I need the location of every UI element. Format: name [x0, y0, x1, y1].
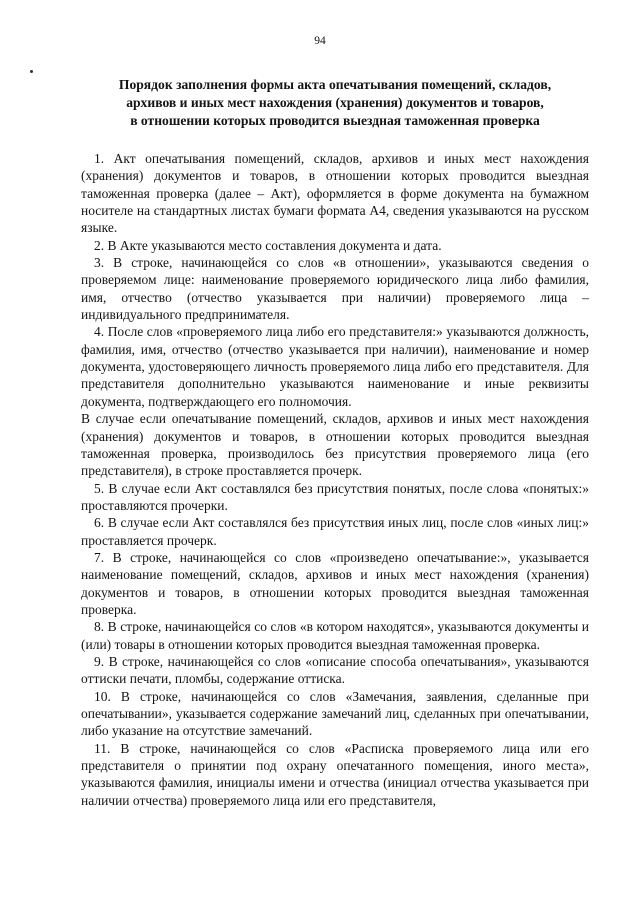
paragraph-9: 9. В строке, начинающейся со слов «описание способа опечатывания», указываются оттиски печати, пломбы, содержание оттиска. [81, 653, 589, 687]
paragraphs [81, 150, 589, 809]
paragraph-2: 2. В Акте указываются место составления документа и дата. [94, 237, 442, 253]
paragraph-8: 8. В строке, начинающейся со слов «в котором находятся», указываются документы и (или) товары в отношении которых проводится выездная таможенная проверка. [81, 619, 589, 652]
paragraph-6: 6. В случае если Акт составлялся без присутствия иных лиц, после слов «иных лиц:» проставляется прочерк. [81, 515, 589, 548]
paragraph-5: 5. В случае если Акт составлялся без присутствия понятых, после слова «понятых:» проставляются прочерки. [81, 480, 589, 513]
paragraph-11: 11. В строке, начинающейся со слов «Расписка проверяемого лица или его представителя о принятии под охрану опечатанного помещения, иного места», указываются фамилия, инициалы имени и отчества (инициал отчества указывается при наличии отчества) проверяемого лица или его представителя, [81, 740, 589, 808]
paragraph-3: 3. В строке, начинающейся со слов «в отношении», указываются сведения о проверяемом лице: наименование проверяемого юридического лица либо фамилия, имя, отчество (отчество указывается при наличии) проверяемого лица – индивидуального предпринимателя. [81, 255, 589, 323]
margin-mark [30, 70, 33, 73]
paragraph-4: 4. После слов «проверяемого лица либо его представителя:» указываются должность, фамилия, имя, отчество (отчество указывается при наличии), наименование и номер документа, удостоверяющего личность проверяемого лица либо его представителя. Для представителя дополнительно указываются наименование и иные реквизиты документа, подтверждающего его полномочия. [81, 324, 589, 409]
paragraph-10: 10. В строке, начинающейся со слов «Замечания, заявления, сделанные при опечатывании», указывается содержание замечаний лиц, сделанных при опечатывании, либо указание на отсутствие замечаний. [81, 688, 589, 739]
document-body [81, 76, 589, 809]
paragraph-4-continuation: В случае если опечатывание помещений, складов, архивов и иных мест нахождения (хранения) документов и товаров, в отношении которых проводится выездная таможенная проверка, производилось без присутствия проверяемого лица (его представителя), в строке проставляется прочерк. [81, 411, 589, 479]
page-number: 94 [314, 35, 326, 47]
document-title [81, 76, 589, 130]
title-line: в отношении которых проводится выездная таможенная проверка [130, 113, 540, 128]
title-line: архивов и иных мест нахождения (хранения) документов и товаров, [126, 95, 544, 110]
paragraph-7: 7. В строке, начинающейся со слов «произведено опечатывание:», указывается наименование помещений, складов, архивов и иных мест нахождения (хранения) документов и товаров, в отношении которых проводится выездная таможенная проверка. [81, 549, 589, 617]
title-line: Порядок заполнения формы акта опечатывания помещений, складов, [118, 77, 552, 92]
paragraph-1: 1. Акт опечатывания помещений, складов, архивов и иных мест нахождения (хранения) документов и товаров, в отношении которых проводится выездная таможенная проверка (далее – Акт), оформляется в форме документа на бумажном носителе на стандартных листах бумаги формата А4, сведения указываются на русском языке. [81, 151, 589, 236]
